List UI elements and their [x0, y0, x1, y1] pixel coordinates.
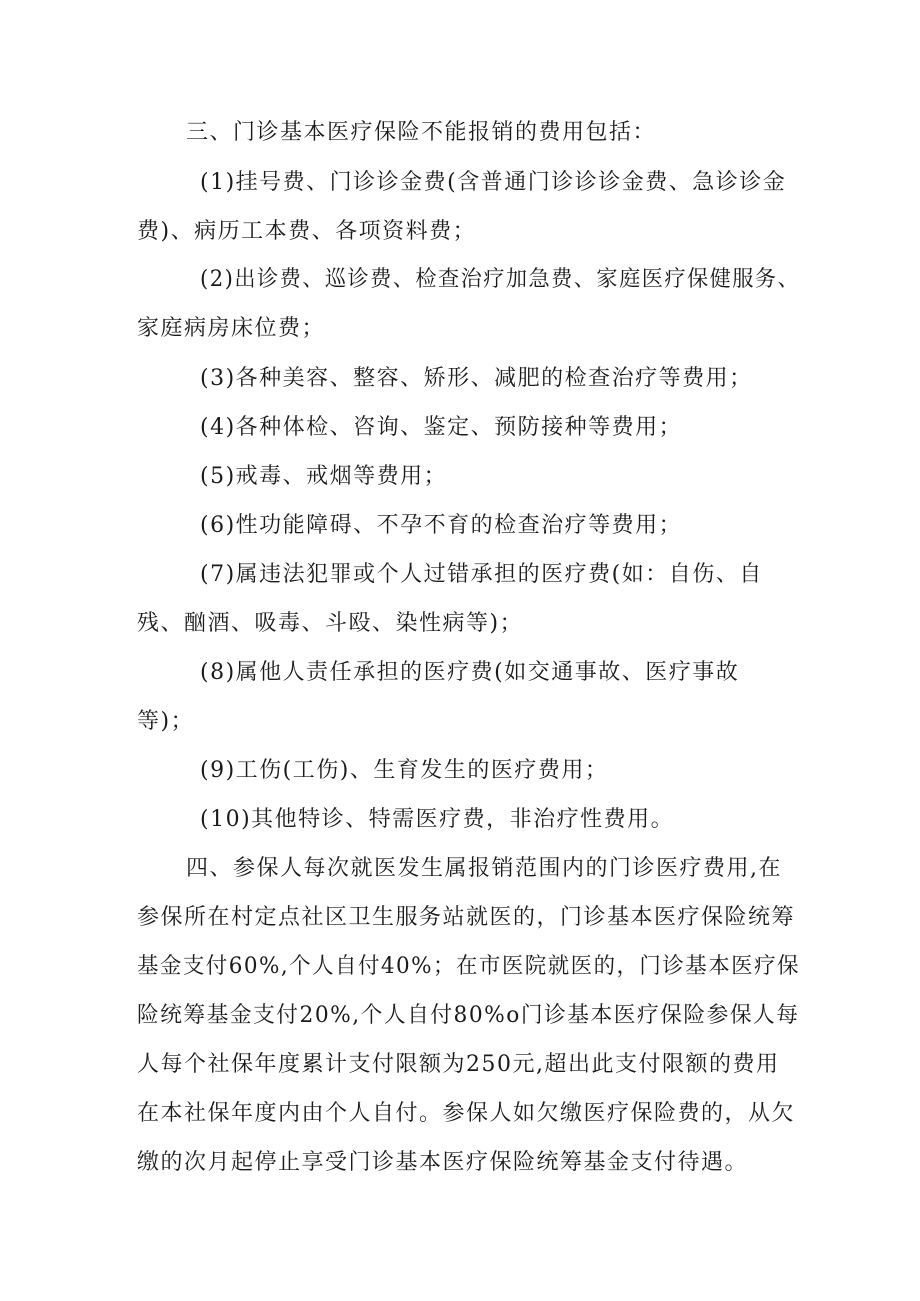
- section-four-line-7: 缴的次月起停止享受门诊基本医疗保险统筹基金支付待遇。: [137, 1150, 749, 1175]
- item-8-line-2: 等)；: [137, 709, 195, 734]
- item-9: (9)工伤(工伤)、生育发生的医疗费用；: [200, 758, 609, 783]
- section-four-line-4: 险统筹基金支付20%,个人自付80%o门诊基本医疗保险参保人每: [137, 1003, 800, 1028]
- item-4: (4)各种体检、咨询、鉴定、预防接种等费用；: [200, 415, 683, 440]
- section-four-line-5: 人每个社保年度累计支付限额为250元,超出此支付限额的费用: [137, 1052, 780, 1077]
- section-four-line-2: 参保所在村定点社区卫生服务站就医的，门诊基本医疗保险统筹: [137, 905, 796, 930]
- item-7-line-2: 残、酗酒、吸毒、斗殴、染性病等)；: [137, 611, 524, 636]
- item-5: (5)戒毒、戒烟等费用；: [200, 464, 448, 489]
- item-2-line-1: (2)出诊费、巡诊费、检查治疗加急费、家庭医疗保健服务、: [200, 267, 801, 292]
- section-three-heading: 三、门诊基本医疗保险不能报销的费用包括：: [186, 120, 657, 145]
- item-8-line-1: (8)属他人责任承担的医疗费(如交通事故、医疗事故: [200, 660, 740, 685]
- item-6: (6)性功能障碍、不孕不育的检查治疗等费用；: [200, 513, 683, 538]
- section-four-line-3: 基金支付60%,个人自付40%；在市医院就医的，门诊基本医疗保: [137, 954, 800, 979]
- item-1-line-1: (1)挂号费、门诊诊金费(含普通门诊诊诊金费、急诊诊金: [200, 170, 787, 195]
- section-four-line-6: 在本社保年度内由个人自付。参保人如欠缴医疗保险费的，从欠: [137, 1101, 796, 1126]
- item-3: (3)各种美容、整容、矫形、减肥的检查治疗等费用；: [200, 366, 753, 391]
- item-10: (10)其他特诊、特需医疗费，非治疗性费用。: [200, 807, 675, 832]
- section-four-line-1: 四、参保人每次就医发生属报销范围内的门诊医疗费用,在: [186, 856, 782, 881]
- item-7-line-1: (7)属违法犯罪或个人过错承担的医疗费(如：自伤、自: [200, 562, 763, 587]
- item-2-line-2: 家庭病房床位费；: [137, 316, 326, 341]
- item-1-line-2: 费)、病历工本费、各项资料费；: [137, 219, 477, 244]
